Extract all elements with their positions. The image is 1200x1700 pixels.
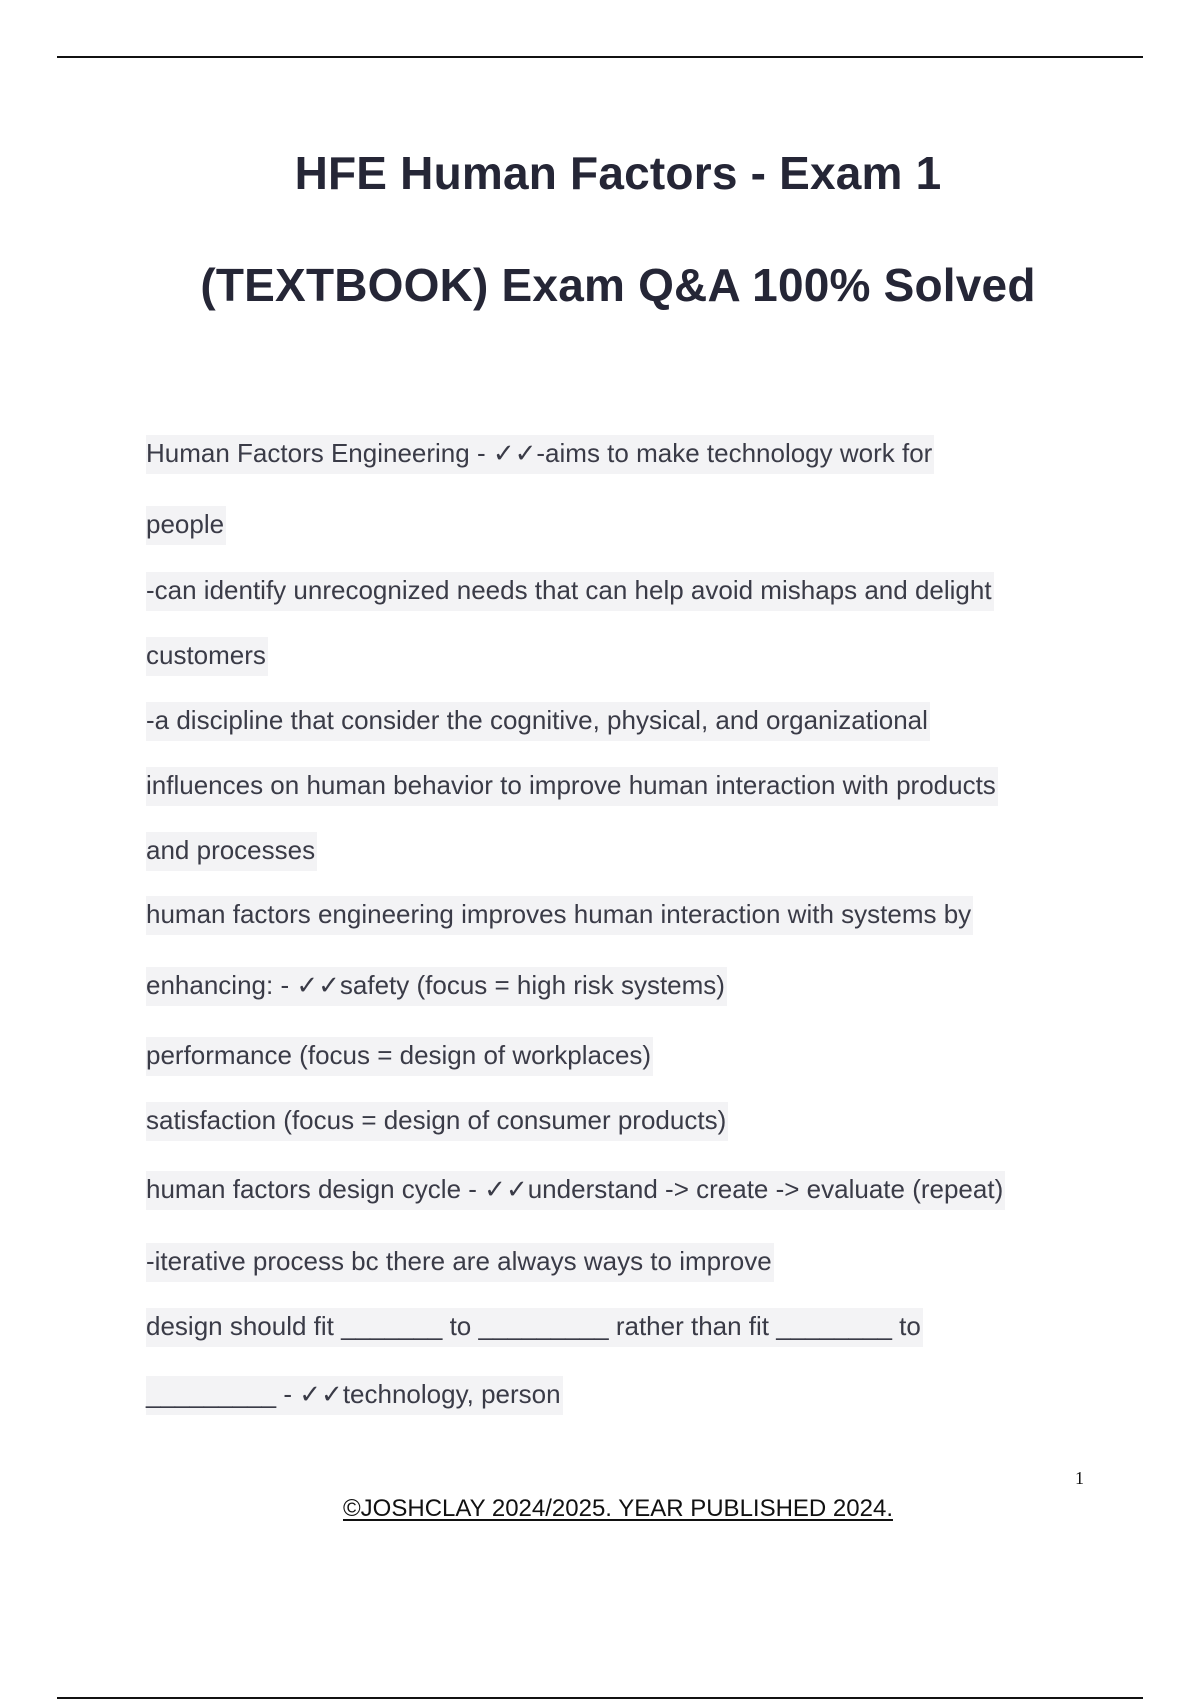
body-line: Human Factors Engineering - ✓✓-aims to make technology work for xyxy=(146,435,934,474)
body-line: people xyxy=(146,506,226,545)
top-rule xyxy=(57,56,1143,58)
body-line: and processes xyxy=(146,832,317,871)
body-line: customers xyxy=(146,637,268,676)
body-line: satisfaction (focus = design of consumer products) xyxy=(146,1102,728,1141)
footer xyxy=(0,1495,1200,1523)
page-number: 1 xyxy=(1075,1468,1084,1488)
title-line-1: HFE Human Factors - Exam 1 xyxy=(294,147,942,199)
body-line: design should fit _______ to _________ rather than fit ________ to xyxy=(146,1308,923,1347)
body-line: performance (focus = design of workplaces) xyxy=(146,1037,653,1076)
body-line: human factors engineering improves human interaction with systems by xyxy=(146,896,973,935)
body-line: _________ - ✓✓technology, person xyxy=(146,1376,563,1415)
footer-copyright: ©JOSHCLAY 2024/2025. YEAR PUBLISHED 2024. xyxy=(343,1495,893,1522)
body-line: enhancing: - ✓✓safety (focus = high risk systems) xyxy=(146,967,727,1006)
title-line-2: (TEXTBOOK) Exam Q&A 100% Solved xyxy=(200,259,1036,311)
bottom-rule xyxy=(57,1697,1143,1699)
body-line: -can identify unrecognized needs that can help avoid mishaps and delight xyxy=(146,572,994,611)
body-line: human factors design cycle - ✓✓understand -> create -> evaluate (repeat) xyxy=(146,1171,1005,1210)
body-line: influences on human behavior to improve human interaction with products xyxy=(146,767,998,806)
body-line: -iterative process bc there are always ways to improve xyxy=(146,1243,774,1282)
body-line: -a discipline that consider the cognitive, physical, and organizational xyxy=(146,702,930,741)
